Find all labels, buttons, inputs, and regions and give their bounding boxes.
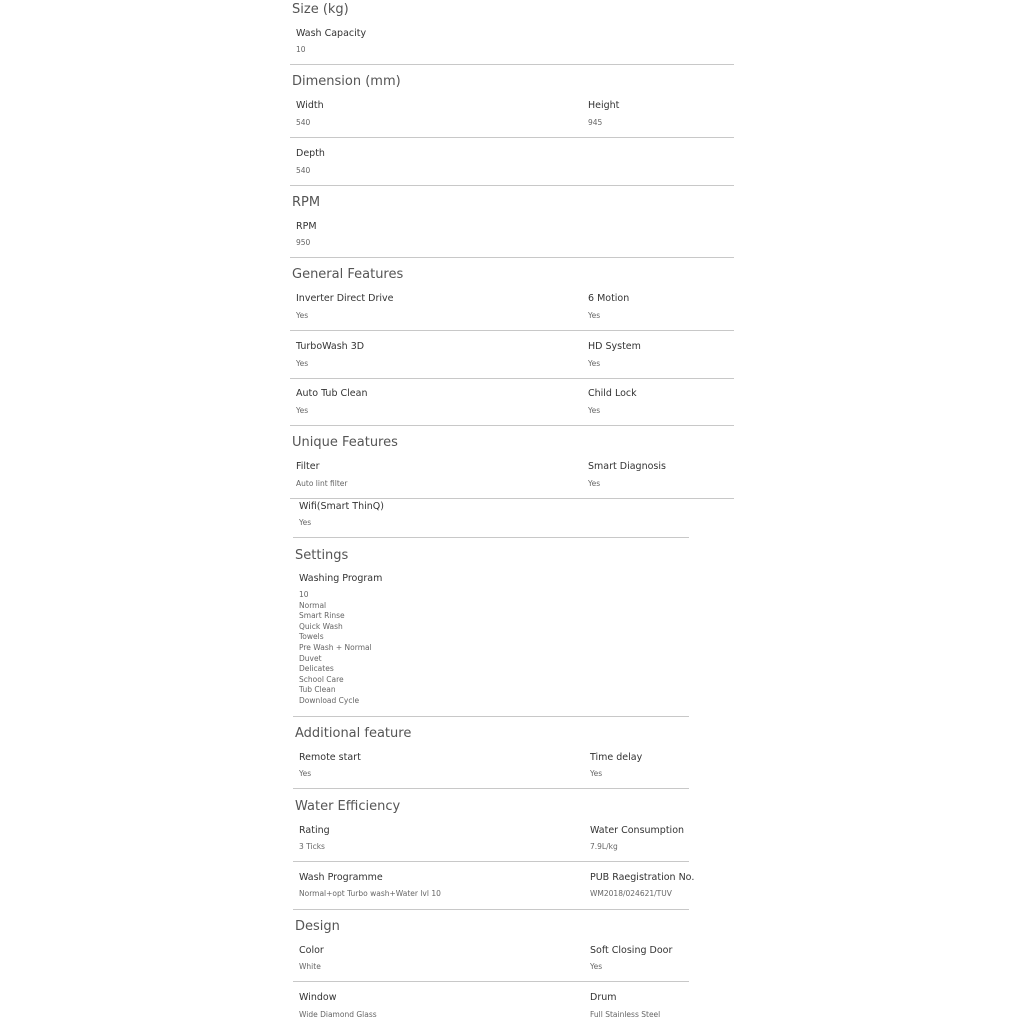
divider	[290, 257, 734, 258]
spec-value-child-lock: Yes	[588, 406, 601, 415]
divider	[290, 330, 734, 331]
spec-label-smart-diagnosis: Smart Diagnosis	[588, 461, 666, 472]
program-item: Tub Clean	[299, 685, 336, 695]
spec-label-child-lock: Child Lock	[588, 388, 637, 399]
spec-label-inverter-direct-drive: Inverter Direct Drive	[296, 293, 394, 304]
spec-value-rpm: 950	[296, 238, 311, 247]
spec-label-color: Color	[299, 945, 324, 956]
spec-value-auto-tub-clean: Yes	[296, 406, 309, 415]
divider	[293, 716, 689, 717]
divider	[293, 537, 689, 538]
divider	[290, 64, 734, 65]
spec-label-width: Width	[296, 100, 324, 111]
divider	[293, 981, 689, 982]
spec-label-filter: Filter	[296, 461, 320, 472]
divider	[290, 185, 734, 186]
spec-label-washing-program: Washing Program	[299, 573, 383, 584]
spec-value-turbowash-3d: Yes	[296, 359, 309, 368]
spec-value-soft-closing-door: Yes	[590, 962, 603, 971]
section-title-rpm: RPM	[292, 195, 321, 210]
spec-label-6-motion: 6 Motion	[588, 293, 630, 304]
divider	[293, 861, 689, 862]
program-item: School Care	[299, 674, 344, 684]
divider	[290, 137, 734, 138]
spec-label-hd-system: HD System	[588, 341, 641, 352]
spec-value-wash-capacity: 10	[296, 45, 306, 54]
spec-label-wash-programme: Wash Programme	[299, 872, 383, 883]
spec-label-window: Window	[299, 992, 337, 1003]
program-item: Duvet	[299, 653, 322, 663]
spec-label-height: Height	[588, 100, 620, 111]
spec-value-rating: 3 Ticks	[299, 842, 325, 851]
section-title-settings: Settings	[295, 548, 349, 563]
spec-value-remote-start: Yes	[299, 769, 312, 778]
section-title-additional-feature: Additional feature	[295, 726, 412, 741]
section-title-water-efficiency: Water Efficiency	[295, 799, 401, 814]
spec-value-color: White	[299, 962, 321, 971]
section-title-general-features: General Features	[292, 267, 404, 282]
divider	[290, 498, 734, 499]
spec-label-depth: Depth	[296, 148, 325, 159]
washing-program-list	[299, 590, 372, 707]
divider	[293, 788, 689, 789]
spec-value-smart-diagnosis: Yes	[588, 479, 601, 488]
section-title-design: Design	[295, 919, 340, 934]
spec-value-time-delay: Yes	[590, 769, 603, 778]
spec-value-water-consumption: 7.9L/kg	[590, 842, 618, 851]
divider	[290, 425, 734, 426]
spec-value-window: Wide Diamond Glass	[299, 1010, 377, 1019]
section-title-dimension: Dimension (mm)	[292, 74, 401, 89]
spec-label-wifi: Wifi(Smart ThinQ)	[299, 501, 384, 512]
spec-value-depth: 540	[296, 166, 311, 175]
section-title-unique-features: Unique Features	[292, 435, 398, 450]
spec-label-rpm: RPM	[296, 221, 317, 232]
divider	[293, 909, 689, 910]
spec-label-remote-start: Remote start	[299, 752, 361, 763]
spec-label-pub-registration: PUB Raegistration No.	[590, 872, 695, 883]
spec-label-time-delay: Time delay	[590, 752, 643, 763]
spec-value-6-motion: Yes	[588, 311, 601, 320]
spec-label-drum: Drum	[590, 992, 617, 1003]
program-item: Normal	[299, 600, 327, 610]
spec-label-water-consumption: Water Consumption	[590, 825, 685, 836]
spec-value-wifi: Yes	[299, 518, 312, 527]
spec-value-filter: Auto lint filter	[296, 479, 348, 488]
section-title-size: Size (kg)	[292, 2, 349, 17]
program-item: Pre Wash + Normal	[299, 642, 372, 652]
spec-value-height: 945	[588, 118, 603, 127]
spec-label-turbowash-3d: TurboWash 3D	[296, 341, 365, 352]
spec-label-rating: Rating	[299, 825, 330, 836]
program-item: Smart Rinse	[299, 611, 345, 621]
spec-label-wash-capacity: Wash Capacity	[296, 28, 367, 39]
divider	[290, 378, 734, 379]
program-item: Delicates	[299, 664, 334, 674]
spec-value-hd-system: Yes	[588, 359, 601, 368]
spec-label-soft-closing-door: Soft Closing Door	[590, 945, 673, 956]
program-item: Download Cycle	[299, 695, 360, 705]
program-item: 10	[299, 590, 309, 599]
spec-value-pub-registration: WM2018/024621/TUV	[590, 889, 672, 898]
spec-value-inverter-direct-drive: Yes	[296, 311, 309, 320]
program-item: Quick Wash	[299, 621, 343, 631]
spec-label-auto-tub-clean: Auto Tub Clean	[296, 388, 368, 399]
spec-value-wash-programme: Normal+opt Turbo wash+Water lvl 10	[299, 889, 441, 898]
program-item: Towels	[299, 632, 324, 642]
spec-value-width: 540	[296, 118, 311, 127]
spec-value-drum: Full Stainless Steel	[590, 1010, 661, 1019]
